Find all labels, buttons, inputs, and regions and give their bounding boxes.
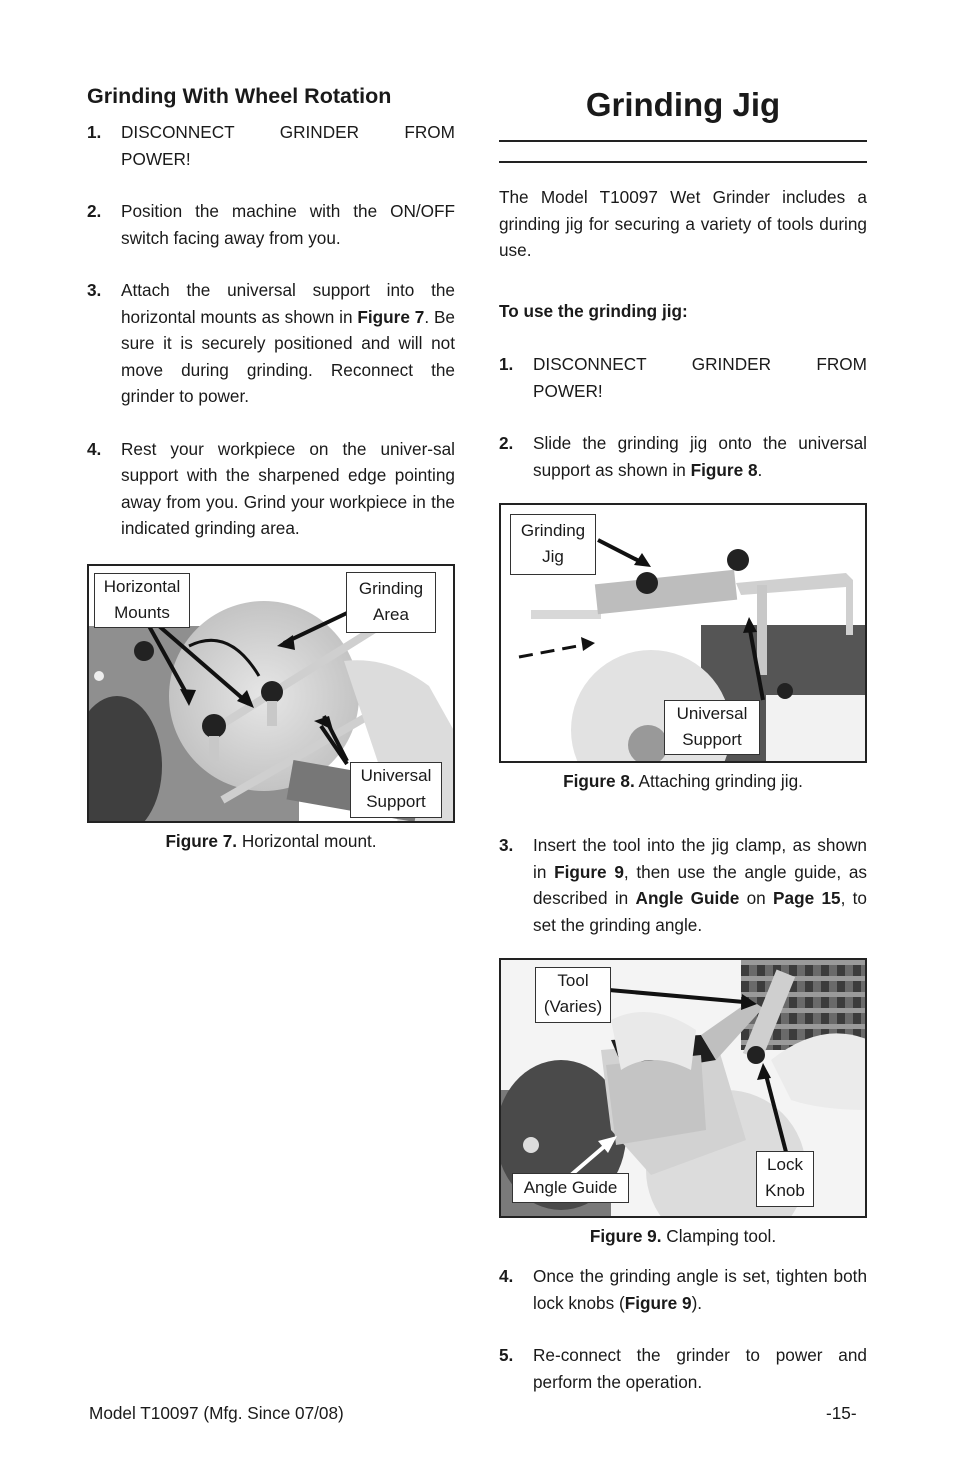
- step-text: Once the grinding angle is set, tighten both lock knobs (Figure 9).: [533, 1266, 867, 1313]
- step-2: [87, 198, 455, 251]
- step-text-line: POWER!: [533, 380, 603, 401]
- step-1: [499, 351, 867, 404]
- step-number: 5.: [499, 1345, 514, 1365]
- step-text-line: DISCONNECT GRINDER FROM: [533, 354, 867, 374]
- figure-reference: Figure 9: [554, 861, 624, 882]
- callout-universal-support: Universal Support: [350, 762, 442, 818]
- callout-universal-support: Universal Support: [664, 700, 760, 755]
- step-text: Re-connect the grinder to power and perform the operation.: [533, 1345, 867, 1392]
- section-reference: Angle Guide: [635, 888, 740, 908]
- figure-reference: Figure 7: [357, 306, 425, 327]
- step-text: Attach the universal support into the horizontal mounts as shown in Figure 7. Be sure it is securely positioned and will not move during grinding. Reconnect the grinder to power.: [121, 280, 455, 406]
- step-text-line: POWER!: [121, 148, 191, 169]
- step-number: 1.: [499, 354, 514, 374]
- step-number: 4.: [87, 438, 102, 459]
- step-number: 3.: [499, 835, 514, 855]
- step-2: [499, 430, 867, 483]
- step-number: 3.: [87, 280, 102, 300]
- step-3: [499, 832, 867, 938]
- title-rule-bottom: [499, 161, 867, 163]
- figure-8-caption: Figure 8. Attaching grinding jig.: [563, 771, 803, 791]
- figure-9-caption: Figure 9. Clamping tool.: [589, 1226, 777, 1246]
- step-1: [87, 119, 455, 172]
- footer-page-number: -15-: [826, 1403, 857, 1423]
- step-number: 1.: [87, 122, 102, 142]
- step-text-line: DISCONNECT GRINDER FROM: [121, 122, 455, 142]
- step-number: 2.: [499, 433, 514, 453]
- step-text: Rest your workpiece on the univer-sal support with the sharpened edge pointing away from you. Grind your workpiece in the indicated grinding area.: [121, 438, 455, 538]
- step-text: Slide the grinding jig onto the universal support as shown in Figure 8.: [533, 433, 867, 480]
- footer-model: Model T10097 (Mfg. Since 07/08): [89, 1403, 344, 1423]
- intro-paragraph: The Model T10097 Wet Grinder includes a grinding jig for securing a variety of tools during use.: [499, 187, 867, 260]
- callout-grinding-jig: Grinding Jig: [510, 514, 596, 575]
- callout-angle-guide: Angle Guide: [512, 1173, 629, 1203]
- page-title: Grinding Jig: [585, 86, 781, 123]
- section-heading: Grinding With Wheel Rotation: [87, 84, 392, 108]
- figure-reference: Figure 9: [624, 1292, 692, 1313]
- subheading: To use the grinding jig:: [499, 300, 688, 321]
- step-4: [499, 1263, 867, 1316]
- page-reference: Page 15: [773, 888, 841, 908]
- figure-9-photo: [499, 958, 867, 1218]
- figure-reference: Figure 8: [690, 459, 758, 480]
- step-3: [87, 277, 455, 410]
- callout-tool: Tool (Varies): [535, 967, 611, 1023]
- callout-lock-knob: Lock Knob: [756, 1151, 814, 1207]
- figure-8-photo: [499, 503, 867, 763]
- figure-7-photo: [87, 564, 455, 823]
- step-4: [87, 436, 455, 542]
- step-number: 2.: [87, 201, 102, 221]
- figure-7-caption: Figure 7. Horizontal mount.: [165, 830, 377, 851]
- step-text: Insert the tool into the jig clamp, as shown in Figure 9, then use the angle guide, as described in Angle Guide on Page 15, to set the grinding angle.: [533, 835, 867, 935]
- callout-horizontal-mounts: Horizontal Mounts: [94, 573, 190, 628]
- callout-grinding-area: Grinding Area: [346, 572, 436, 633]
- step-5: [499, 1342, 867, 1395]
- step-text: Position the machine with the ON/OFF switch facing away from you.: [121, 201, 455, 248]
- left-column: [87, 80, 455, 852]
- title-rule-top: [499, 140, 867, 142]
- right-column: [499, 80, 867, 1395]
- step-number: 4.: [499, 1266, 514, 1286]
